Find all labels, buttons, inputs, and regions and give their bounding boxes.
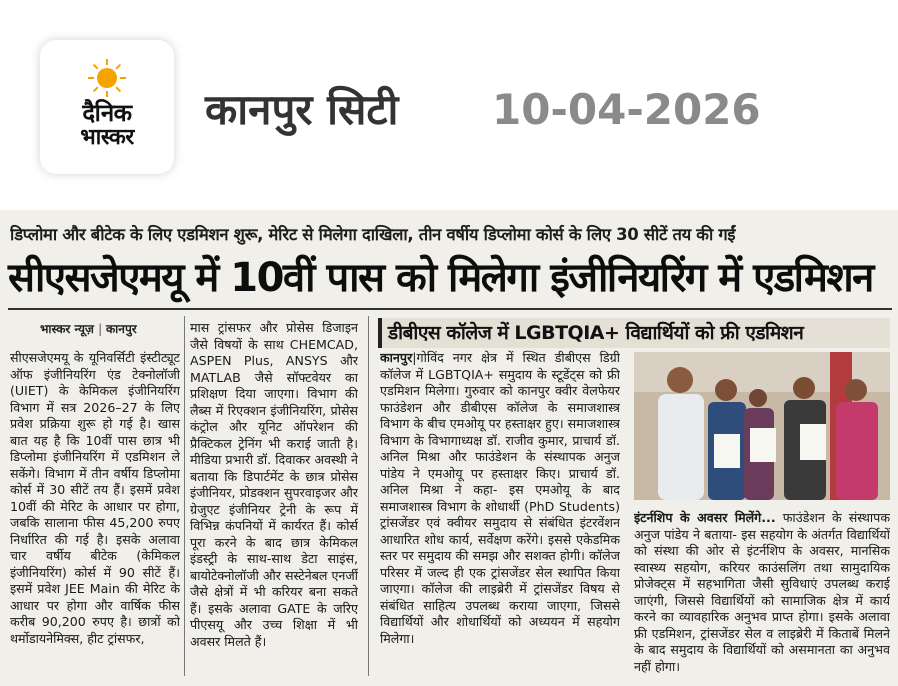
side-story-lead: इंटर्नशिप के अवसर मिलेंगे... bbox=[634, 510, 776, 525]
side-story-title: डीबीएस कॉलेज में LGBTQIA+ विद्यार्थियों को फ्री एडमिशन bbox=[388, 322, 804, 344]
edition-city-title: कानपुर सिटी bbox=[205, 85, 399, 134]
side-story-column-1 bbox=[380, 350, 620, 670]
byline-separator: | bbox=[98, 322, 106, 336]
dateline-separator: | bbox=[412, 350, 417, 365]
headline-divider bbox=[8, 308, 892, 310]
mou-signing-photo bbox=[634, 352, 890, 500]
article-byline bbox=[40, 320, 137, 337]
article-headline: सीएसजेएमयू में 10वीं पास को मिलेगा इंजीनियरिंग में एडमिशन bbox=[8, 255, 873, 301]
side-story-subhead bbox=[378, 318, 890, 348]
column-divider bbox=[184, 316, 185, 676]
edition-date: 10-04-2026 bbox=[492, 85, 761, 134]
article-column-2: मास ट्रांसफर और प्रोसेस डिजाइन जैसे विषयों के साथ CHEMCAD, ASPEN Plus, ANSYS और MATLAB जैसे सॉफ्टवेयर का प्रशिक्षण दिया जाएगा। विभाग की लैब्स में रिएक्शन इंजीनियरिंग, प्रोसेस कंट्रोल और यूनिट ऑपरेशन की प्रैक्टिकल ट्रेनिंग भी कराई जाती है। मीडिया प्रभारी डॉ. दिवाकर अवस्थी ने बताया कि डिपार्टमेंट के छात्र प्रोसेस इंजीनियर, प्रोडक्शन सुपरवाइजर और ग्रेजुएट इंजीनियर ट्रेनी के रूप में विभिन्न कंपनियों में कार्यरत हैं। कोर्स पूरा करने के बाद छात्र केमिकल इंडस्ट्री के साथ-साथ डेटा साइंस, बायोटेक्नोलॉजी और सस्टेनेबल एनर्जी जैसे क्षेत्रों में भी करियर बना सकते हैं। इसके अलावा GATE के जरिए पीएसयू और उच्च शिक्षा में भी अवसर मिलते हैं। bbox=[190, 320, 358, 649]
side-story-body-2: फाउंडेशन के संस्थापक अनुज पांडेय ने बताया- इस सहयोग के अंतर्गत विद्यार्थियों को संस्था की ओर से इंटर्नशिप के अवसर, मानसिक स्वास्थ्य सहयोग, करियर काउंसलिंग तथा सामुदायिक प्रोजेक्ट्स में सहभागिता जैसी सुविधाएं उपलब्ध कराई जाएंगी, जिससे विद्यार्थियों को सामाजिक क्षेत्र में कार्य करने का व्यावहारिक अनुभव प्राप्त होगा। इसके अलावा फ्री एडमिशन, ट्रांसजेंडर सेल व लाइब्रेरी में किताबें मिलने के बाद समुदाय के विद्यार्थियों को असमानता का अनुभव नहीं होगा। bbox=[634, 510, 890, 674]
side-story-body: गोविंद नगर क्षेत्र में स्थित डीबीएस डिग्री कॉलेज में LGBTQIA+ समुदाय के स्टूडेंट्स को फ्री एडमिशन मिलेगा। गुरुवार को कानपुर क्वीर वेलफेयर फाउंडेशन और डीबीएस कॉलेज के समाजशास्त्र विभाग के बीच एमओयू पर हस्ताक्षर हुए। समाजशास्त्र विभाग के विभागाध्यक्ष डॉ. राजीव कुमार, प्राचार्य डॉ. अनिल मिश्रा और फाउंडेशन के संस्थापक अनुज पांडेय ने एमओयू पर हस्ताक्षर किए। प्राचार्य डॉ. अनिल मिश्रा ने कहा- इस एमओयू के बाद समाजशास्त्र विभाग के शोधार्थी (PhD Students) ट्रांसजेंडर एवं क्वीयर समुदाय से संबंधित इंटरवेंशन आधारित शोध कार्य, सर्वेक्षण करेंगे। इससे एकेडमिक स्तर पर समुदाय की समझ और सशक्त होगी। कॉलेज परिसर में जल्द ही एक ट्रांसजेंडर सेल स्थापित किया जाएगा। कॉलेज की लाइब्रेरी में ट्रांसजेंडर विषय से संबंधित साहित्य उपलब्ध कराया जाएगा, जिससे विद्यार्थियों और शोधार्थियों को अध्ययन में सहयोग मिलेगा। bbox=[380, 350, 620, 646]
dainik-bhaskar-logo bbox=[40, 40, 174, 174]
article-kicker: डिप्लोमा और बीटेक के लिए एडमिशन शुरू, मेरिट से मिलेगा दाखिला, तीन वर्षीय डिप्लोमा कोर्स के लिए 30 सीटें तय की गईं bbox=[10, 225, 736, 244]
side-story-dateline: कानपुर bbox=[380, 350, 413, 365]
side-story-column-2 bbox=[634, 510, 890, 675]
byline-city: कानपुर bbox=[105, 322, 137, 336]
logo-text-dainik: दैनिक bbox=[82, 99, 132, 127]
byline-source: भास्कर न्यूज़ bbox=[40, 322, 94, 336]
column-divider bbox=[368, 316, 369, 676]
sun-icon bbox=[87, 58, 127, 98]
logo-text-bhaskar: भास्कर bbox=[80, 125, 134, 150]
article-column-1: सीएसजेएमयू के यूनिवर्सिटी इंस्टीट्यूट ऑफ इंजीनियरिंग एंड टेक्नोलॉजी (UIET) के केमिकल इंजीनियरिंग विभाग में सत्र 2026–27 के लिए प्रवेश प्रक्रिया शुरू हो गई है। खास बात यह है कि 10वीं पास छात्र भी डिप्लोमा इंजीनियरिंग में एडमिशन ले सकेंगे। विभाग में तीन वर्षीय डिप्लोमा कोर्स में 30 सीटें तय हैं। इसमें प्रवेश 10वीं की मेरिट के आधार पर होगा, जबकि सालाना फीस 45,200 रुपए निर्धारित की गई है। इसके अलावा चार वर्षीय बीटेक (केमिकल इंजीनियरिंग) कोर्स में 90 सीटें हैं। इसमें प्रवेश JEE Main की मेरिट के आधार पर होगा और वार्षिक फीस करीब 90,200 रुपए है। छात्रों को थर्मोडायनेमिक्स, हीट ट्रांसफर, bbox=[10, 350, 180, 646]
